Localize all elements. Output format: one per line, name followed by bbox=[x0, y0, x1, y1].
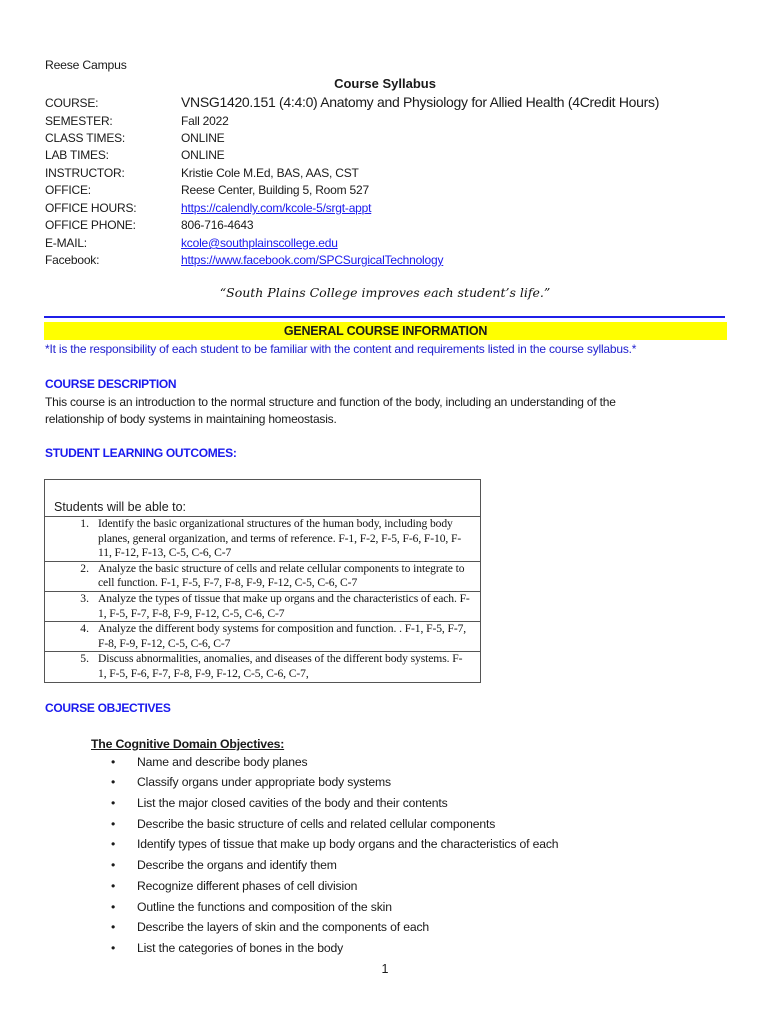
outcome-number: 3. bbox=[80, 591, 89, 605]
list-item: • List the major closed cavities of the body and their contents bbox=[111, 796, 448, 810]
outcome-text: Analyze the different body systems for composition and function. . F-1, F-5, F-7, F-8, F-9, F-12, C-5, C-6, C-7 bbox=[98, 622, 467, 650]
bullet-icon: • bbox=[111, 879, 116, 893]
bullet-icon: • bbox=[111, 817, 116, 831]
outcome-number: 5. bbox=[80, 652, 89, 666]
outcome-row bbox=[45, 561, 481, 591]
info-value-lab-times: ONLINE bbox=[181, 148, 225, 162]
bullet-icon: • bbox=[111, 837, 116, 851]
course-description-line-2: relationship of body systems in maintaining homeostasis. bbox=[45, 412, 337, 426]
info-label-class-times: CLASS TIMES: bbox=[45, 131, 126, 145]
learning-outcomes-table bbox=[44, 479, 481, 683]
list-item: • Describe the organs and identify them bbox=[111, 858, 337, 872]
info-value-office-phone: 806-716-4643 bbox=[181, 218, 254, 232]
list-item: • Identify types of tissue that make up body organs and the characteristics of each bbox=[111, 837, 559, 851]
course-objectives-heading: COURSE OBJECTIVES bbox=[45, 701, 171, 715]
college-motto: “South Plains College improves each student’s life.” bbox=[219, 285, 551, 300]
bullet-icon: • bbox=[111, 920, 116, 934]
info-label-facebook: Facebook: bbox=[45, 253, 100, 267]
info-label-office-phone: OFFICE PHONE: bbox=[45, 218, 136, 232]
info-value-class-times: ONLINE bbox=[181, 131, 225, 145]
outcome-text: Identify the basic organizational structures of the human body, including body planes, general organization, and terms of reference. F-1, F-2, F-5, F-6, F-10, F-11, F-12, F-13, C-5, C-6, C-7 bbox=[98, 517, 462, 560]
list-item: • Describe the layers of skin and the components of each bbox=[111, 920, 430, 934]
outcome-text: Analyze the types of tissue that make up organs and the characteristics of each. F-1, F-5, F-7, F-8, F-9, F-12, C-5, C-6, C-7 bbox=[98, 591, 470, 620]
outcome-number: 1. bbox=[80, 517, 89, 530]
general-info-banner: GENERAL COURSE INFORMATION bbox=[44, 322, 727, 340]
outcome-number: 4. bbox=[80, 622, 89, 636]
info-value-course: VNSG1420.151 (4:4:0) Anatomy and Physiology for Allied Health (4Credit Hours) bbox=[181, 94, 660, 110]
info-label-instructor: INSTRUCTOR: bbox=[45, 166, 125, 180]
office-hours-link[interactable]: https://calendly.com/kcole-5/srgt-appt bbox=[181, 201, 372, 215]
list-item: • List the categories of bones in the body bbox=[111, 941, 344, 955]
page-number: 1 bbox=[381, 962, 389, 976]
info-label-course: COURSE: bbox=[45, 96, 99, 110]
course-description-line-1: This course is an introduction to the normal structure and function of the body, including an understanding of the bbox=[45, 395, 616, 409]
section-divider bbox=[44, 316, 725, 318]
outcome-text: Discuss abnormalities, anomalies, and diseases of the different body systems. F-1, F-5, F-6, F-7, F-8, F-9, F-12, C-5, C-6, C-7, bbox=[98, 652, 463, 680]
list-item: • Describe the basic structure of cells and related cellular components bbox=[111, 817, 496, 831]
list-item: • Outline the functions and composition of the skin bbox=[111, 900, 392, 914]
document-title: Course Syllabus bbox=[334, 76, 436, 91]
email-link[interactable]: kcole@southplainscollege.edu bbox=[181, 236, 338, 250]
outcome-number: 2. bbox=[80, 561, 89, 575]
info-value-office: Reese Center, Building 5, Room 527 bbox=[181, 183, 369, 197]
bullet-icon: • bbox=[111, 858, 116, 872]
info-label-office-hours: OFFICE HOURS: bbox=[45, 201, 137, 215]
outcome-text: Analyze the basic structure of cells and relate cellular components to integrate to cell function. F-1, F-5, F-7, F-8, F-9, F-12, C-5, C-6, C-7 bbox=[98, 561, 465, 590]
cognitive-domain-subheading: The Cognitive Domain Objectives: bbox=[91, 737, 285, 751]
outcome-row bbox=[45, 622, 481, 652]
list-item: • Recognize different phases of cell division bbox=[111, 879, 358, 893]
outcome-row bbox=[45, 517, 481, 562]
info-label-lab-times: LAB TIMES: bbox=[45, 148, 109, 162]
campus-label: Reese Campus bbox=[45, 58, 127, 72]
outcome-row bbox=[45, 652, 481, 682]
bullet-icon: • bbox=[111, 755, 116, 769]
course-description-heading: COURSE DESCRIPTION bbox=[45, 377, 177, 391]
list-item: • Classify organs under appropriate body systems bbox=[111, 775, 391, 789]
bullet-icon: • bbox=[111, 941, 116, 955]
info-value-instructor: Kristie Cole M.Ed, BAS, AAS, CST bbox=[181, 166, 359, 180]
outcomes-intro-cell bbox=[45, 480, 481, 517]
bullet-icon: • bbox=[111, 900, 116, 914]
facebook-link[interactable]: https://www.facebook.com/SPCSurgicalTechnology bbox=[181, 253, 444, 267]
outcomes-intro: Students will be able to: bbox=[54, 500, 187, 514]
info-label-email: E-MAIL: bbox=[45, 236, 87, 250]
responsibility-note: *It is the responsibility of each student to be familiar with the content and requirements listed in the course syllabus.* bbox=[45, 342, 637, 356]
outcome-row bbox=[45, 591, 481, 621]
info-label-semester: SEMESTER: bbox=[45, 114, 113, 128]
bullet-icon: • bbox=[111, 775, 116, 789]
list-item: • Name and describe body planes bbox=[111, 755, 308, 769]
info-label-office: OFFICE: bbox=[45, 183, 91, 197]
info-value-semester: Fall 2022 bbox=[181, 114, 229, 128]
learning-outcomes-heading: STUDENT LEARNING OUTCOMES: bbox=[45, 446, 237, 460]
bullet-icon: • bbox=[111, 796, 116, 810]
